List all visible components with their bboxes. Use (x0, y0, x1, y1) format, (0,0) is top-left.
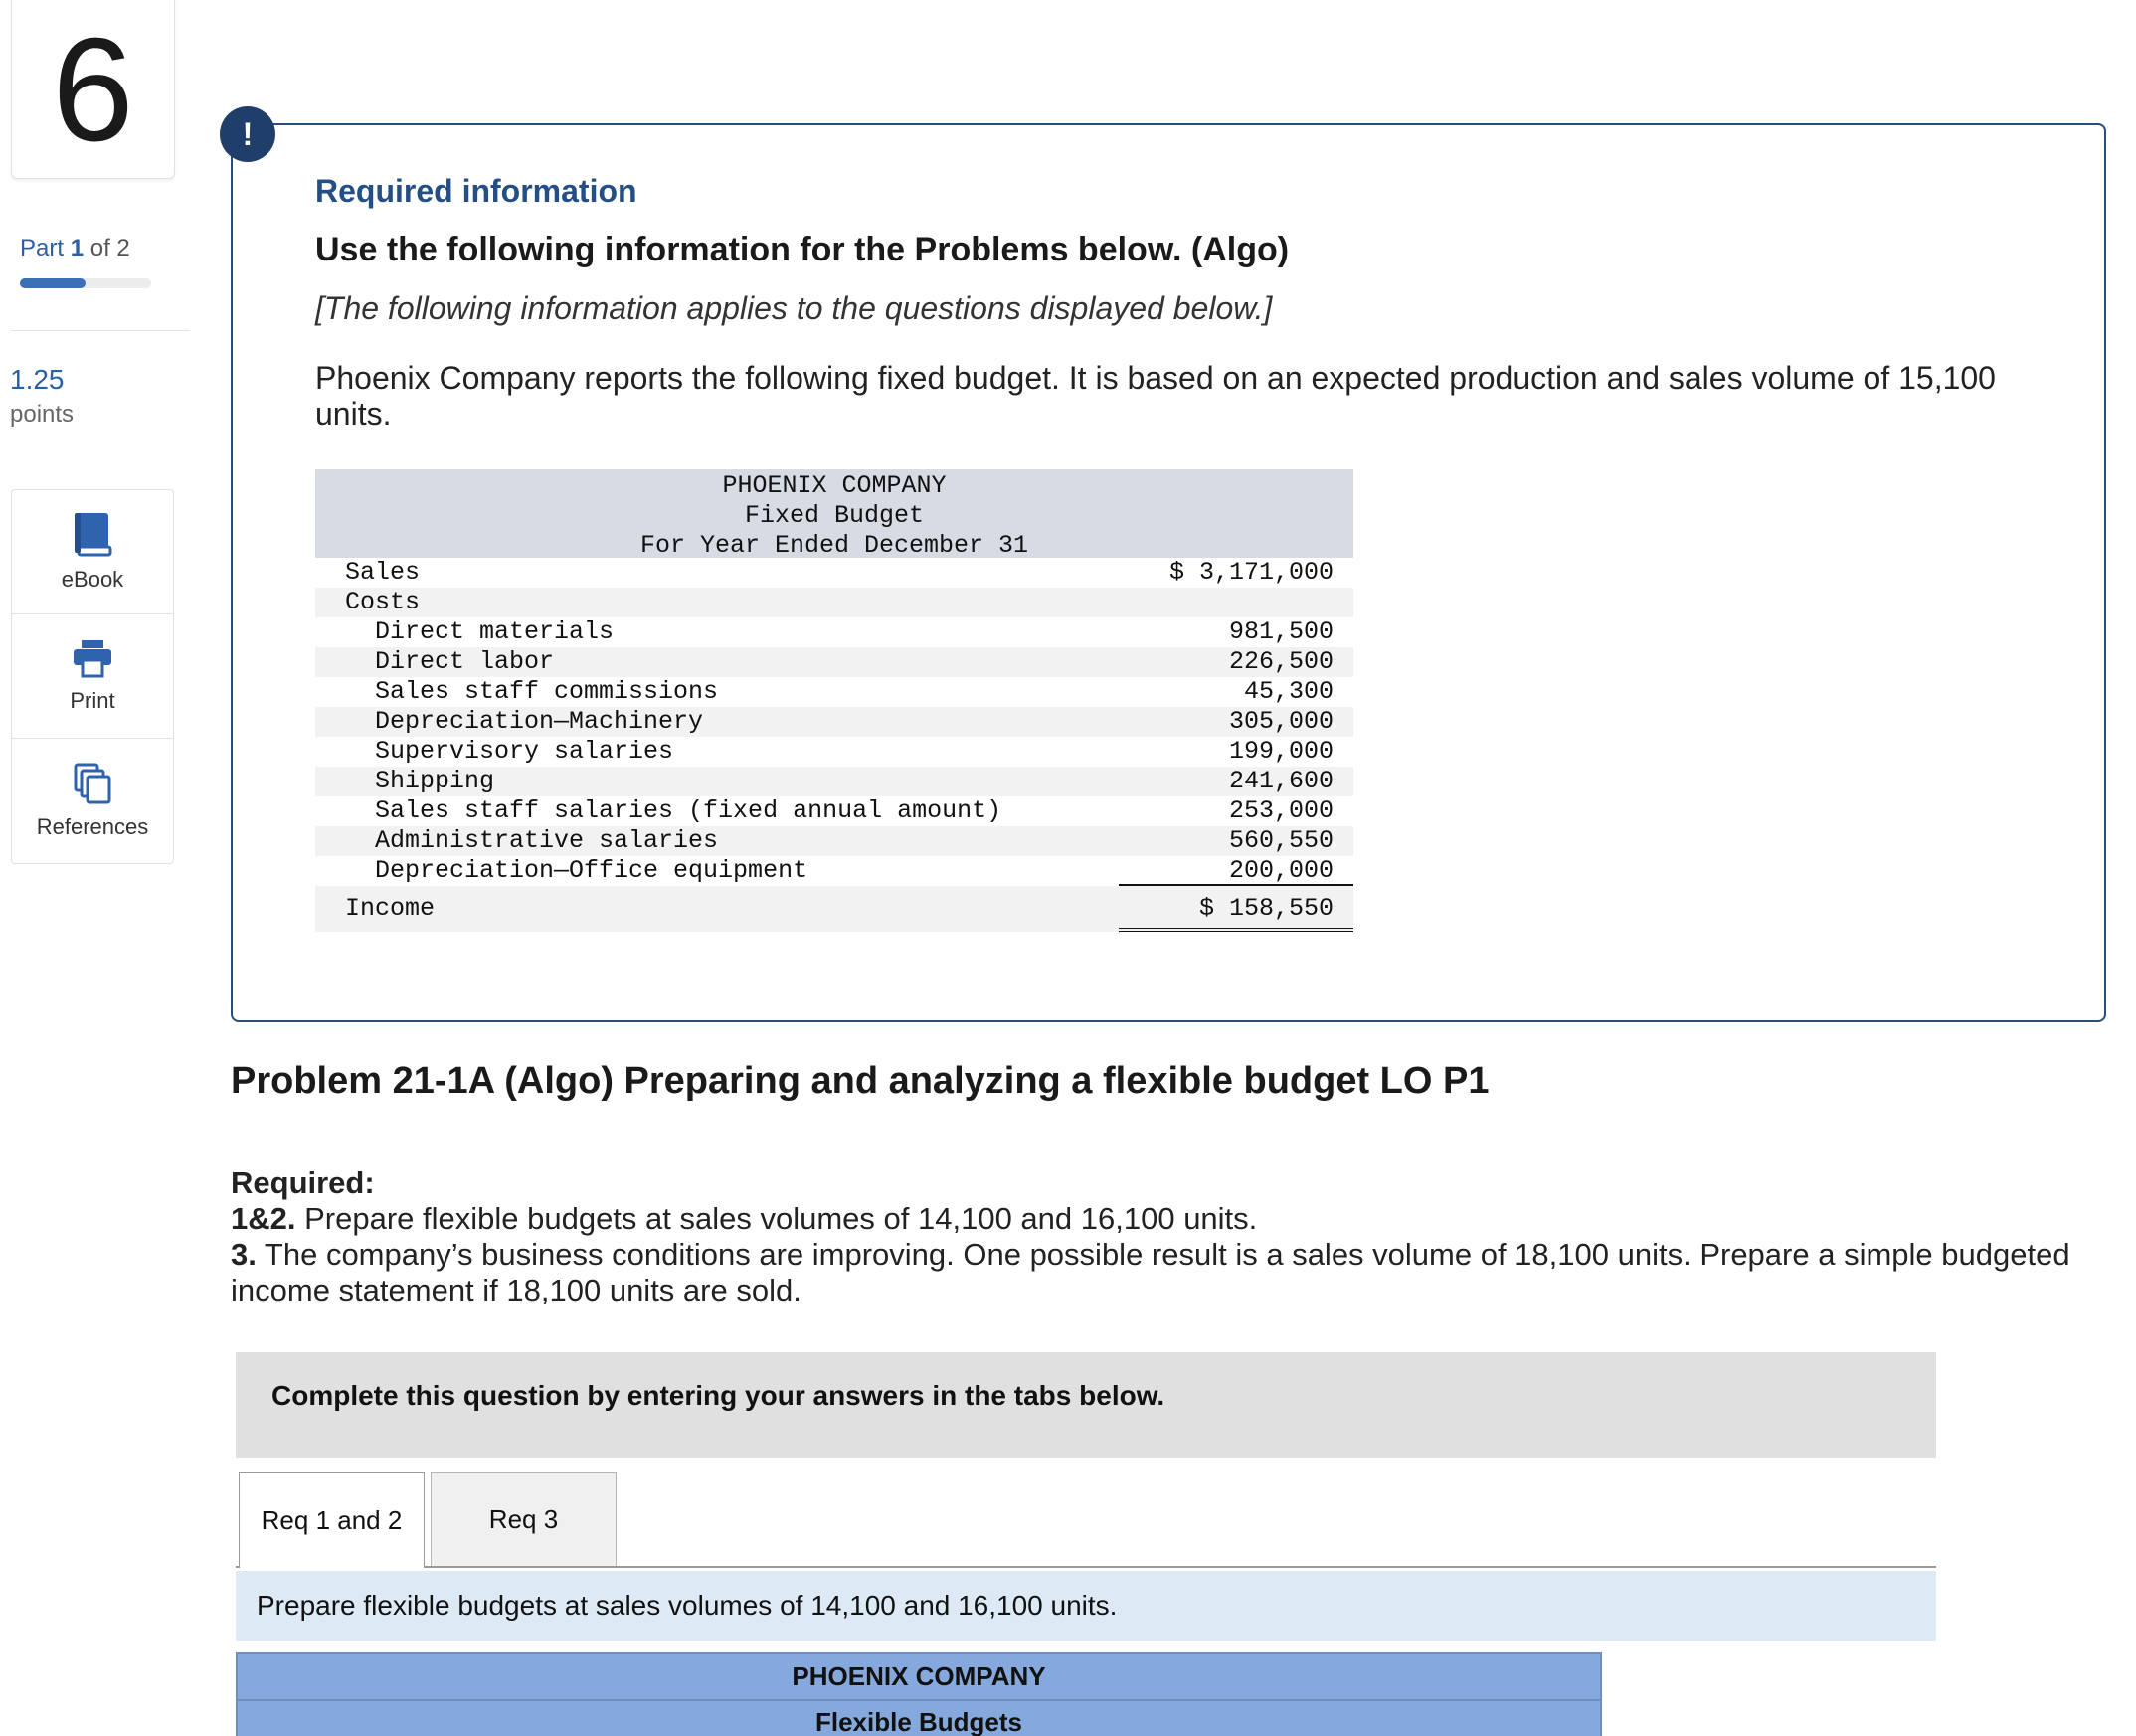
table-row (315, 796, 1353, 826)
part-of-total: of 2 (89, 235, 130, 261)
cost-amount: 199,000 (1228, 737, 1334, 766)
cost-label: Direct labor (375, 647, 555, 676)
income-amount: $ 158,550 (1119, 886, 1353, 932)
requirement-3-text: The company’s business conditions are improving. One possible result is a sales volume of 18,100 units. Prepare a simple budgeted income statement if 18,100 units are sold. (231, 1237, 2070, 1307)
tab-prompt: Prepare flexible budgets at sales volumes of 14,100 and 16,100 units. (236, 1571, 1936, 1641)
table-row (315, 767, 1353, 796)
cost-amount: 981,500 (1228, 617, 1334, 646)
fixed-budget-rows (315, 558, 1353, 886)
tab-req-3[interactable]: Req 3 (431, 1472, 617, 1567)
cost-amount: 200,000 (1119, 856, 1353, 886)
requirement-3-number: 3. (231, 1237, 257, 1272)
table-row (315, 617, 1353, 647)
sales-label: Sales (345, 558, 421, 587)
cost-amount: 226,500 (1228, 647, 1334, 676)
table-row (315, 826, 1353, 856)
required-block (231, 1165, 2110, 1308)
cost-label: Sales staff salaries (fixed annual amount) (375, 796, 1002, 825)
fixed-budget-table (315, 469, 1353, 932)
required-info-title: Required information (315, 173, 637, 209)
ebook-button[interactable] (12, 490, 173, 614)
costs-label: Costs (345, 588, 421, 616)
cost-label: Direct materials (375, 617, 615, 646)
income-row (315, 886, 1353, 932)
income-label: Income (345, 894, 436, 923)
cost-label: Administrative salaries (375, 826, 719, 855)
cost-amount: 241,600 (1228, 767, 1334, 795)
sales-amount: $ 3,171,000 (1168, 558, 1334, 587)
requirement-3 (231, 1237, 2110, 1308)
requirement-1-2 (231, 1201, 2110, 1237)
instruction-text: Complete this question by entering your answers in the tabs below. (271, 1380, 1165, 1411)
points-label: points (10, 401, 75, 428)
part-indicator (20, 235, 130, 262)
part-prefix: Part (20, 235, 65, 261)
requirement-1-2-text: Prepare flexible budgets at sales volumes of 14,100 and 16,100 units. (295, 1201, 1258, 1236)
table-row (315, 707, 1353, 737)
table-row (315, 588, 1353, 617)
instruction-bar (236, 1352, 1936, 1458)
ebook-label: eBook (61, 567, 124, 592)
tabs-divider (236, 1566, 1936, 1568)
printer-icon (72, 638, 113, 678)
references-label: References (36, 813, 149, 839)
table-row (315, 737, 1353, 767)
flexible-budget-table (236, 1652, 1602, 1736)
alert-icon: ! (220, 106, 275, 162)
requirement-tabs (239, 1472, 623, 1567)
cost-label: Depreciation—Office equipment (375, 856, 808, 885)
question-number-card (11, 0, 175, 179)
book-icon (73, 511, 112, 557)
cost-amount: 560,550 (1228, 826, 1334, 855)
table-row (315, 558, 1353, 588)
flexible-budget-title: Flexible Budgets (238, 1699, 1600, 1736)
points-value: 1.25 (10, 364, 65, 395)
flexible-budget-company: PHOENIX COMPANY (238, 1654, 1600, 1699)
table-row (315, 677, 1353, 707)
part-progress-fill (20, 278, 86, 288)
requirement-1-2-number: 1&2. (231, 1201, 296, 1236)
info-intro: Phoenix Company reports the following fixed budget. It is based on an expected production and sales volume of 15,100 units. (315, 360, 1996, 432)
question-number: 6 (52, 8, 134, 172)
info-heading: Use the following information for the Problems below. (Algo) (315, 231, 1290, 268)
info-note: [The following information applies to the questions displayed below.] (315, 290, 1273, 326)
fixed-budget-period: For Year Ended December 31 (639, 531, 1029, 560)
rail-divider (11, 330, 190, 331)
tab-req-1-and-2[interactable]: Req 1 and 2 (239, 1472, 425, 1568)
references-button[interactable] (12, 739, 173, 863)
table-row (315, 647, 1353, 677)
fixed-budget-company: PHOENIX COMPANY (722, 471, 947, 500)
required-label: Required: (231, 1165, 375, 1200)
cost-amount: 253,000 (1228, 796, 1334, 825)
part-progress-bar (20, 278, 151, 288)
part-current: 1 (70, 235, 85, 261)
print-button[interactable] (12, 614, 173, 739)
cost-amount: 45,300 (1243, 677, 1334, 706)
problem-title: Problem 21-1A (Algo) Preparing and analyzing a flexible budget LO P1 (231, 1060, 1490, 1102)
fixed-budget-subtitle: Fixed Budget (744, 501, 925, 530)
references-icon (74, 763, 111, 804)
fixed-budget-header (315, 469, 1353, 558)
table-row (315, 856, 1353, 886)
cost-label: Shipping (375, 767, 495, 795)
tools-panel (11, 489, 174, 864)
print-label: Print (70, 688, 115, 713)
cost-label: Supervisory salaries (375, 737, 674, 766)
cost-label: Depreciation—Machinery (375, 707, 704, 736)
cost-amount: 305,000 (1228, 707, 1334, 736)
cost-label: Sales staff commissions (375, 677, 719, 706)
